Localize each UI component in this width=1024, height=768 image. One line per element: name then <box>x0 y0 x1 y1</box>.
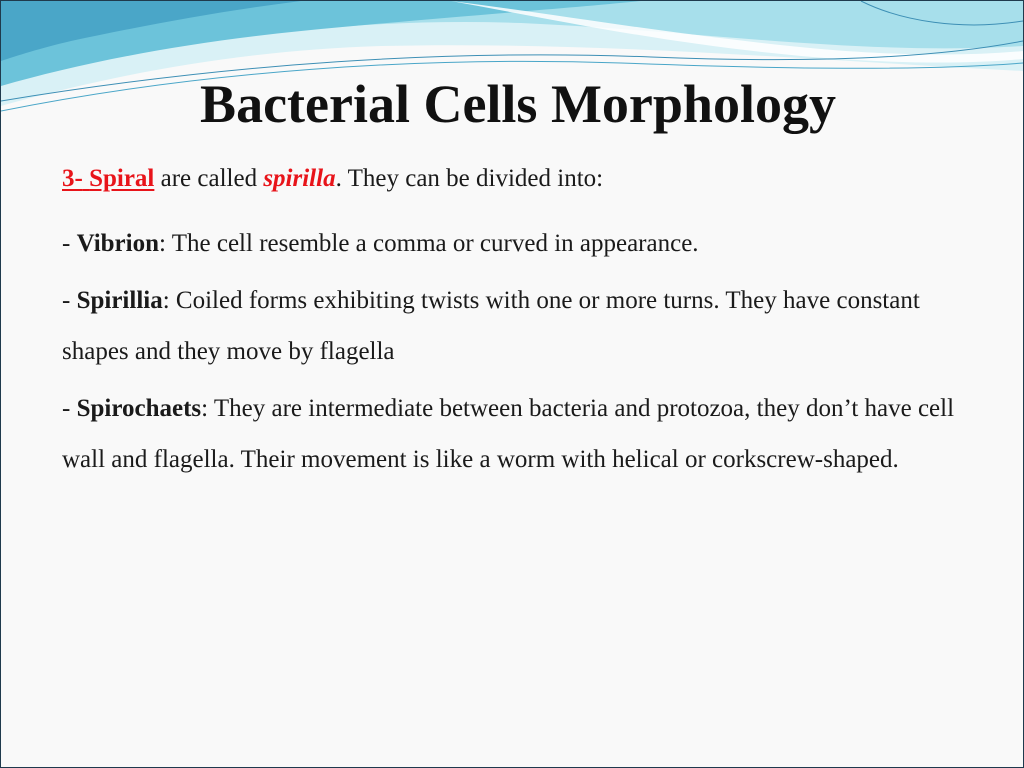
list-item-spirillia <box>62 275 962 377</box>
slide-body <box>62 161 962 485</box>
list-item-vibrion <box>62 218 962 269</box>
intro-text-after: . They can be divided into: <box>335 165 604 192</box>
intro-paragraph <box>62 161 962 197</box>
intro-term <box>83 165 155 192</box>
intro-term-italic: spirilla <box>263 165 336 192</box>
item-text: : The cell resemble a comma or curved in appearance. <box>159 230 699 257</box>
item-dash: - <box>62 287 77 314</box>
item-text: : They are intermediate between bacteria and protozoa, they don’t have cell wall and flagella. Their movement is like a worm with helical or corkscrew-shaped. <box>62 395 955 473</box>
item-term: Spirillia <box>76 287 163 314</box>
intro-number: 3- <box>62 165 83 192</box>
list-item-spirochaets <box>62 383 962 485</box>
intro-term-label: Spiral <box>89 165 155 192</box>
item-dash: - <box>62 395 77 422</box>
item-dash: - <box>62 230 77 257</box>
item-term: Vibrion <box>76 230 159 257</box>
intro-text-before: are called <box>154 165 264 192</box>
item-text: : Coiled forms exhibiting twists with one or more turns. They have constant shapes and they move by flagella <box>62 287 920 365</box>
item-term: Spirochaets <box>76 395 202 422</box>
slide-title: Bacterial Cells Morphology <box>200 74 836 134</box>
